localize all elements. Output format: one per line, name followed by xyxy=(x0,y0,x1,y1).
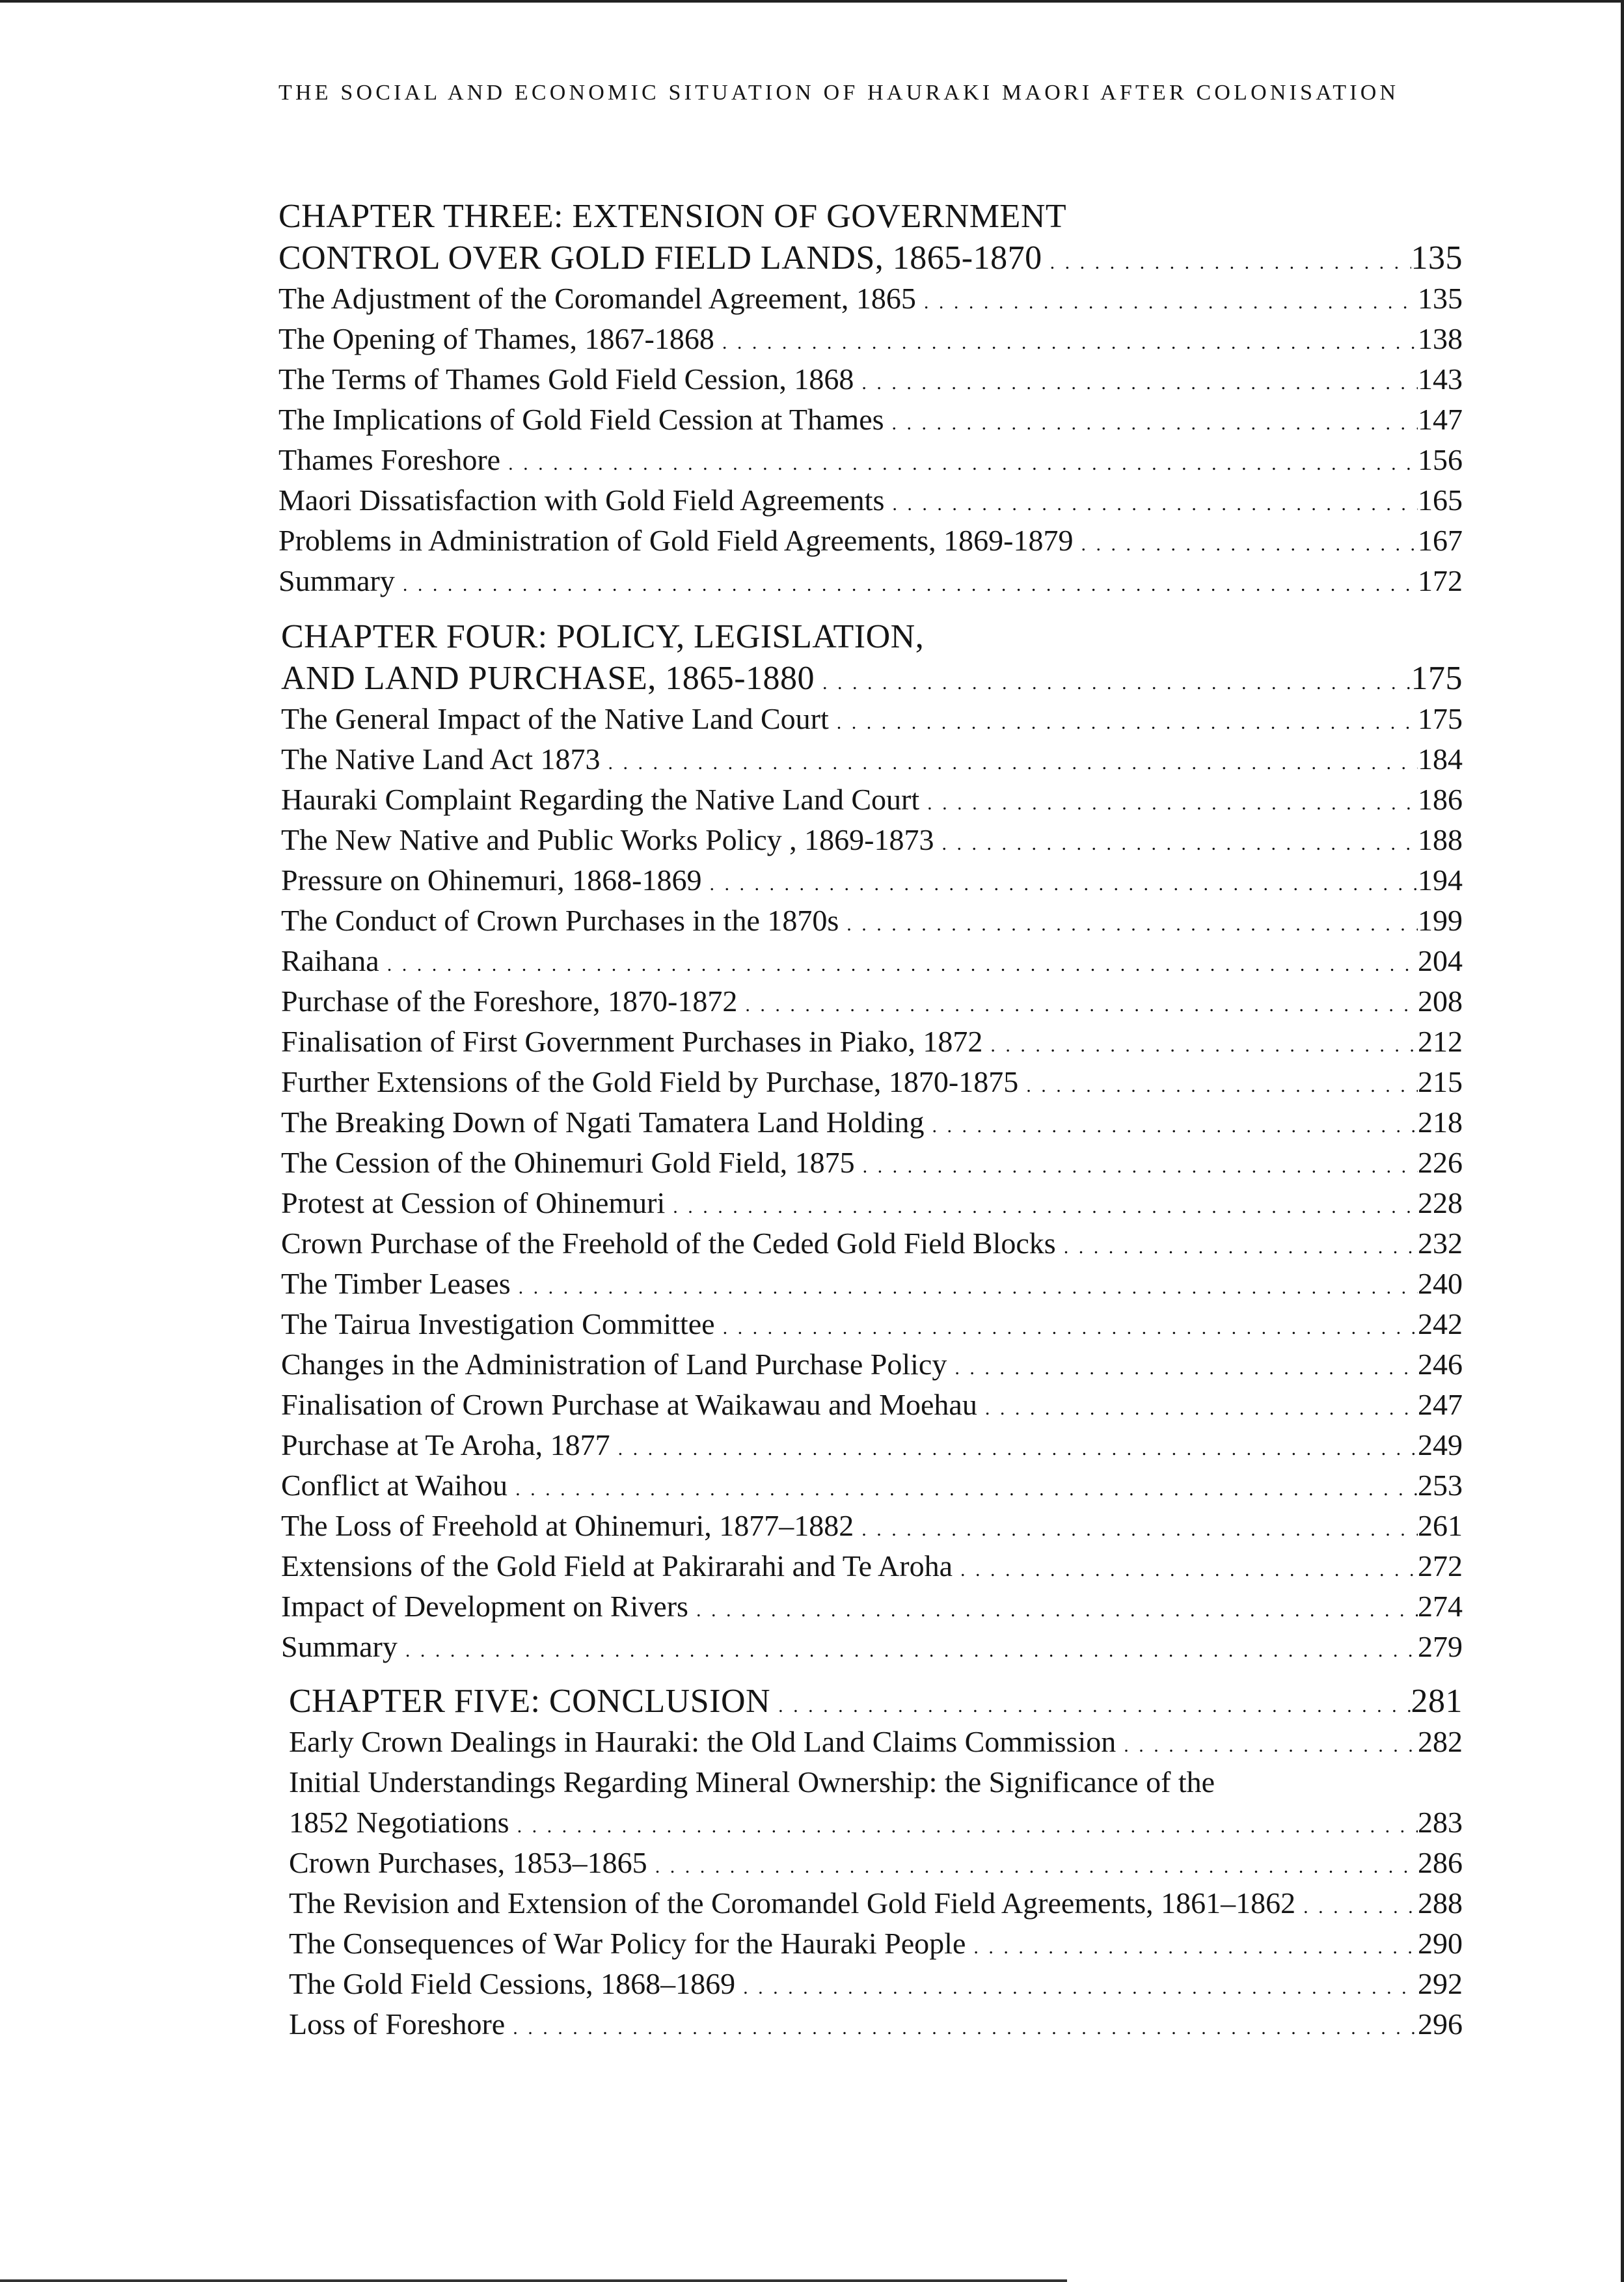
chapter-title: CONTROL OVER GOLD FIELD LANDS, 1865-1870 xyxy=(278,239,1042,277)
page-number: 282 xyxy=(1418,1725,1463,1758)
toc-entry xyxy=(289,1843,1463,1883)
toc-entry xyxy=(281,1385,1463,1425)
entry-title: Summary xyxy=(278,564,395,597)
toc-entry xyxy=(278,359,1463,400)
toc-entry xyxy=(281,1627,1463,1667)
page-number: 204 xyxy=(1418,944,1463,977)
dot-leader xyxy=(884,403,1418,444)
page-number: 272 xyxy=(1418,1549,1463,1582)
dot-leader xyxy=(916,282,1418,323)
page-number: 147 xyxy=(1418,403,1463,436)
dot-leader xyxy=(953,1550,1418,1590)
entry-title: Protest at Cession of Ohinemuri xyxy=(281,1186,666,1219)
page-number: 226 xyxy=(1418,1146,1463,1179)
entry-title: Crown Purchase of the Freehold of the Ceded Gold Field Blocks xyxy=(281,1227,1056,1260)
dot-leader xyxy=(500,444,1418,484)
toc-entry xyxy=(281,1506,1463,1546)
dot-leader xyxy=(505,2008,1418,2048)
chapter-five xyxy=(289,1681,1463,2044)
dot-leader xyxy=(715,1308,1418,1348)
dot-leader xyxy=(701,864,1418,904)
chapter-heading-line: CHAPTER FOUR: POLICY, LEGISLATION, xyxy=(281,618,925,655)
chapter-four xyxy=(281,616,1463,1667)
dot-leader xyxy=(855,1147,1418,1187)
entry-list xyxy=(281,699,1463,1667)
entry-title: The New Native and Public Works Policy , 1869-1873 xyxy=(281,823,934,856)
dot-leader xyxy=(735,1968,1418,2008)
dot-leader xyxy=(966,1927,1418,1968)
toc-entry xyxy=(278,521,1463,561)
toc-entry xyxy=(278,480,1463,521)
entry-title: The Tairua Investigation Committee xyxy=(281,1307,715,1340)
dot-leader xyxy=(509,1806,1418,1847)
dot-leader xyxy=(977,1389,1418,1429)
toc-entry xyxy=(278,400,1463,440)
chapter-heading-line: CHAPTER THREE: EXTENSION OF GOVERNMENT xyxy=(278,198,1067,235)
dot-leader xyxy=(947,1348,1418,1389)
entry-title: The Loss of Freehold at Ohinemuri, 1877–1882 xyxy=(281,1509,854,1542)
chapter-title: CHAPTER FIVE: CONCLUSION xyxy=(289,1683,771,1720)
dot-leader xyxy=(854,1510,1418,1550)
toc-entry xyxy=(281,941,1463,981)
entry-title: Purchase of the Foreshore, 1870-1872 xyxy=(281,985,738,1018)
page-number: 175 xyxy=(1411,660,1463,697)
page-number: 212 xyxy=(1418,1025,1463,1058)
page-number: 165 xyxy=(1418,483,1463,517)
table-of-contents xyxy=(278,195,1463,2059)
scan-edge-top xyxy=(0,0,1624,3)
dot-leader xyxy=(1073,524,1418,565)
dot-leader xyxy=(379,945,1418,985)
entry-title: The Adjustment of the Coromandel Agreement, 1865 xyxy=(278,282,916,315)
entry-title: The Revision and Extension of the Coromandel Gold Field Agreements, 1861–1862 xyxy=(289,1886,1296,1920)
entry-title: Initial Understandings Regarding Mineral Ownership: the Significance of the xyxy=(289,1765,1215,1799)
running-header: THE SOCIAL AND ECONOMIC SITUATION OF HAURAKI MAORI AFTER COLONISATION xyxy=(278,81,1400,105)
page-number: 167 xyxy=(1418,524,1463,557)
page-number: 249 xyxy=(1418,1428,1463,1461)
scan-edge-bottom xyxy=(0,2279,1067,2282)
toc-entry xyxy=(281,1586,1463,1627)
page-number: 138 xyxy=(1418,322,1463,355)
toc-entry xyxy=(281,981,1463,1022)
dot-leader xyxy=(714,323,1418,363)
dot-leader xyxy=(508,1469,1418,1510)
dot-leader xyxy=(398,1631,1418,1671)
dot-leader xyxy=(395,565,1418,605)
dot-leader xyxy=(919,783,1418,824)
page-number: 228 xyxy=(1418,1186,1463,1219)
entry-title: Conflict at Waihou xyxy=(281,1469,508,1502)
toc-entry xyxy=(281,1546,1463,1586)
toc-entry xyxy=(281,1062,1463,1102)
page-number: 135 xyxy=(1411,239,1463,277)
dot-leader xyxy=(1116,1726,1418,1766)
entry-title: Summary xyxy=(281,1630,398,1663)
entry-title: The Gold Field Cessions, 1868–1869 xyxy=(289,1967,736,2000)
page-number: 246 xyxy=(1418,1348,1463,1381)
dot-leader xyxy=(601,743,1418,783)
dot-leader xyxy=(934,824,1418,864)
toc-entry-continued xyxy=(289,1762,1463,1802)
chapter-heading-entry xyxy=(278,238,1463,278)
toc-entry xyxy=(278,278,1463,319)
page-number: 184 xyxy=(1418,742,1463,776)
dot-leader xyxy=(688,1590,1418,1631)
entry-title: 1852 Negotiations xyxy=(289,1806,509,1839)
page-number: 232 xyxy=(1418,1227,1463,1260)
toc-entry xyxy=(281,1183,1463,1223)
dot-leader xyxy=(737,985,1418,1026)
toc-entry xyxy=(281,1264,1463,1304)
page-number: 292 xyxy=(1418,1967,1463,2000)
toc-entry xyxy=(281,780,1463,820)
page-number: 261 xyxy=(1418,1509,1463,1542)
dot-leader xyxy=(770,1686,1411,1726)
page-number: 286 xyxy=(1418,1846,1463,1879)
toc-entry xyxy=(281,739,1463,780)
toc-entry xyxy=(289,1923,1463,1964)
page-number: 240 xyxy=(1418,1267,1463,1300)
entry-title: The Terms of Thames Gold Field Cession, 1868 xyxy=(278,362,854,396)
toc-entry xyxy=(289,1722,1463,1762)
page-number: 247 xyxy=(1418,1388,1463,1421)
entry-title: Crown Purchases, 1853–1865 xyxy=(289,1846,647,1879)
dot-leader xyxy=(610,1429,1418,1469)
toc-entry xyxy=(278,561,1463,601)
page-number: 218 xyxy=(1418,1106,1463,1139)
entry-title: Purchase at Te Aroha, 1877 xyxy=(281,1428,610,1461)
entry-title: Maori Dissatisfaction with Gold Field Agreements xyxy=(278,483,885,517)
entry-title: The Breaking Down of Ngati Tamatera Land Holding xyxy=(281,1106,925,1139)
entry-title: Pressure on Ohinemuri, 1868-1869 xyxy=(281,863,702,897)
toc-entry xyxy=(289,1883,1463,1923)
toc-entry xyxy=(281,1344,1463,1385)
entry-title: Extensions of the Gold Field at Pakirarahi and Te Aroha xyxy=(281,1549,953,1582)
page-number: 135 xyxy=(1418,282,1463,315)
toc-entry xyxy=(278,440,1463,480)
dot-leader xyxy=(665,1187,1418,1227)
dot-leader xyxy=(1042,243,1411,283)
entry-title: Problems in Administration of Gold Field Agreements, 1869-1879 xyxy=(278,524,1074,557)
toc-entry xyxy=(281,699,1463,739)
scan-edge-right xyxy=(1621,0,1624,2282)
toc-entry xyxy=(281,860,1463,901)
dot-leader xyxy=(815,663,1411,703)
page-number: 296 xyxy=(1418,2007,1463,2041)
dot-leader xyxy=(1056,1227,1418,1268)
dot-leader xyxy=(924,1106,1418,1147)
toc-entry xyxy=(281,1304,1463,1344)
toc-entry xyxy=(278,319,1463,359)
entry-title: The Timber Leases xyxy=(281,1267,511,1300)
entry-title: The Opening of Thames, 1867-1868 xyxy=(278,322,714,355)
dot-leader xyxy=(647,1847,1418,1887)
page-number: 215 xyxy=(1418,1065,1463,1098)
chapter-heading-entry xyxy=(281,659,1463,699)
toc-entry xyxy=(289,1802,1463,1843)
page-number: 194 xyxy=(1418,863,1463,897)
chapter-three xyxy=(278,195,1463,601)
toc-entry xyxy=(281,1022,1463,1062)
entry-list xyxy=(289,1722,1463,2044)
entry-title: Hauraki Complaint Regarding the Native Land Court xyxy=(281,783,920,816)
toc-entry xyxy=(281,1465,1463,1506)
entry-title: Raihana xyxy=(281,944,379,977)
page-number: 175 xyxy=(1418,702,1463,735)
page-number: 290 xyxy=(1418,1927,1463,1960)
page-number: 283 xyxy=(1418,1806,1463,1839)
dot-leader xyxy=(854,363,1418,403)
entry-list xyxy=(278,278,1463,601)
toc-entry xyxy=(281,820,1463,860)
page-number: 186 xyxy=(1418,783,1463,816)
page-number: 208 xyxy=(1418,985,1463,1018)
toc-entry xyxy=(281,1425,1463,1465)
page-number: 199 xyxy=(1418,904,1463,937)
page-number: 274 xyxy=(1418,1590,1463,1623)
entry-title: The General Impact of the Native Land Court xyxy=(281,702,829,735)
page-number: 172 xyxy=(1418,564,1463,597)
page-number: 288 xyxy=(1418,1886,1463,1920)
dot-leader xyxy=(1295,1887,1418,1927)
page-number: 279 xyxy=(1418,1630,1463,1663)
dot-leader xyxy=(884,484,1418,524)
toc-entry xyxy=(281,1102,1463,1143)
entry-title: The Conduct of Crown Purchases in the 1870s xyxy=(281,904,839,937)
toc-entry xyxy=(281,1143,1463,1183)
entry-title: Thames Foreshore xyxy=(278,443,501,476)
entry-title: Early Crown Dealings in Hauraki: the Old Land Claims Commission xyxy=(289,1725,1116,1758)
entry-title: Loss of Foreshore xyxy=(289,2007,506,2041)
dot-leader xyxy=(511,1268,1418,1308)
dot-leader xyxy=(1018,1066,1418,1106)
page-number: 188 xyxy=(1418,823,1463,856)
toc-entry xyxy=(289,1964,1463,2004)
entry-title: Finalisation of First Government Purchases in Piako, 1872 xyxy=(281,1025,983,1058)
toc-entry xyxy=(281,901,1463,941)
dot-leader xyxy=(839,904,1418,945)
page-number: 156 xyxy=(1418,443,1463,476)
page-number: 143 xyxy=(1418,362,1463,396)
entry-title: The Consequences of War Policy for the Hauraki People xyxy=(289,1927,966,1960)
chapter-heading-entry xyxy=(289,1681,1463,1722)
page-number: 253 xyxy=(1418,1469,1463,1502)
chapter-title: AND LAND PURCHASE, 1865-1880 xyxy=(281,660,815,697)
entry-title: Finalisation of Crown Purchase at Waikawau and Moehau xyxy=(281,1388,977,1421)
dot-leader xyxy=(829,703,1418,743)
dot-leader xyxy=(982,1026,1418,1066)
entry-title: Impact of Development on Rivers xyxy=(281,1590,688,1623)
entry-title: Further Extensions of the Gold Field by Purchase, 1870-1875 xyxy=(281,1065,1019,1098)
entry-title: The Implications of Gold Field Cession at Thames xyxy=(278,403,884,436)
entry-title: The Cession of the Ohinemuri Gold Field, 1875 xyxy=(281,1146,855,1179)
entry-title: Changes in the Administration of Land Purchase Policy xyxy=(281,1348,947,1381)
toc-entry xyxy=(281,1223,1463,1264)
entry-title: The Native Land Act 1873 xyxy=(281,742,601,776)
toc-entry xyxy=(289,2004,1463,2044)
page-number: 281 xyxy=(1411,1683,1463,1720)
page-number: 242 xyxy=(1418,1307,1463,1340)
